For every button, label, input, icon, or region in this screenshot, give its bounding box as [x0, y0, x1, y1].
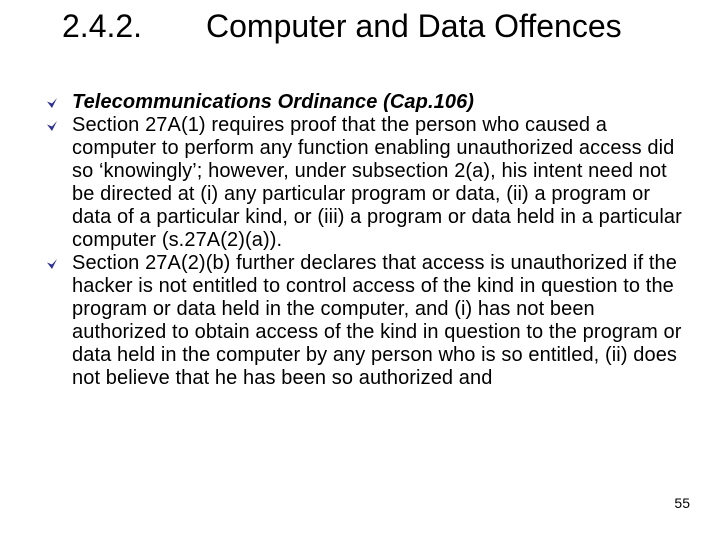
- checkmark-bullet-icon: [46, 258, 58, 270]
- bullet-list: [46, 91, 686, 390]
- page-number: 55: [674, 495, 690, 511]
- list-item: [46, 252, 686, 390]
- checkmark-bullet-icon: [46, 97, 58, 109]
- bullet-text: Section 27A(1) requires proof that the person who caused a computer to perform any function enabling unauthorized access did so ‘knowingly’; however, under subsection 2(a), his intent need not be directed at (i) any particular program or data, (ii) a program or data of a particular kind, or (iii) a program or data held in a particular computer (s.27A(2)(a)).: [72, 114, 682, 251]
- list-item: [46, 91, 686, 114]
- checkmark-bullet-icon: [46, 120, 58, 132]
- section-number: 2.4.2.: [62, 8, 143, 44]
- bullet-text: Section 27A(2)(b) further declares that access is unauthorized if the hacker is not entitled to control access of the kind in question to the program or data held in the computer, and (i) has not been authorized to obtain access of the kind in question to the program or data held in the computer by any person who is so entitled, (ii) does not believe that he has been so authorized and: [72, 252, 682, 389]
- bullet-text: Telecommunications Ordinance (Cap.106): [72, 91, 475, 113]
- list-item: [46, 114, 686, 252]
- page-title: Computer and Data Offences: [206, 8, 622, 44]
- slide-title: [0, 0, 720, 60]
